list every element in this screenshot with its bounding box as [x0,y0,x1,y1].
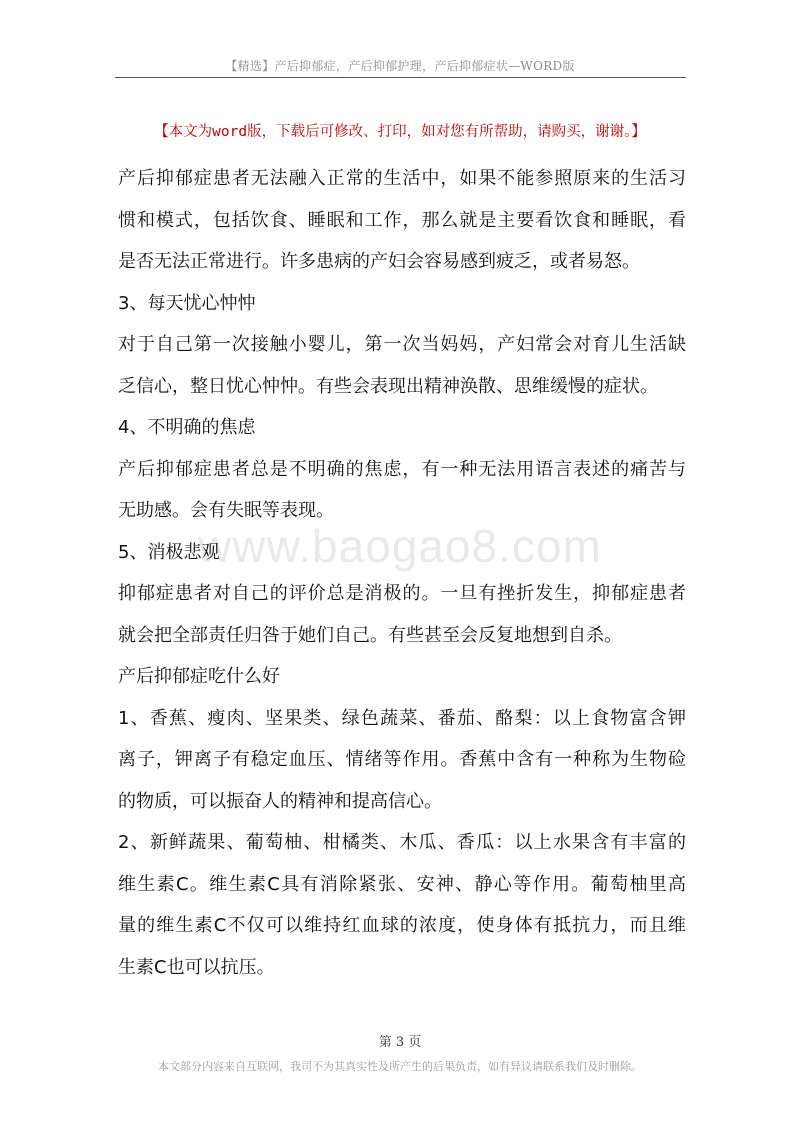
body-line: 对于自己第一次接触小婴儿，第一次当妈妈，产妇常会对育儿生活缺 [118,334,686,355]
body-line: 1、香蕉、瘦肉、坚果类、绿色蔬菜、番茄、酪梨：以上食物富含钾 [118,707,686,729]
page-header: 【精选】产后抑郁症，产后抑郁护理，产后抑郁症状—WORD版 [225,59,575,73]
body-line: 的物质，可以振奋人的精神和提高信心。 [118,790,442,812]
header-divider [115,77,686,78]
download-notice: 【本文为word版，下载后可修改、打印，如对您有所帮助，请购买，谢谢。】 [154,124,646,140]
body-line: 维生素C。维生素C具有消除紧张、安神、静心等作用。葡萄柚里高 [118,873,686,895]
document-body [118,158,686,988]
body-line: 无助感。会有失眠等表现。 [118,500,334,521]
body-line: 抑郁症患者对自己的评价总是消极的。一旦有挫折发生，抑郁症患者 [118,583,686,604]
section-heading: 3、每天忧心忡忡 [118,292,256,314]
body-line: 惯和模式，包括饮食、睡眠和工作，那么就是主要看饮食和睡眠，看 [118,209,686,231]
footer-disclaimer: 本文部分内容来自互联网，我司不为其真实性及所产生的后果负责，如有异议请联系我们及时删除。 [158,1060,642,1073]
body-line: 离子，钾离子有稳定血压、情绪等作用。香蕉中含有一种称为生物硷 [118,749,686,770]
body-line: 产后抑郁症患者总是不明确的焦虑，有一种无法用语言表述的痛苦与 [118,458,686,480]
body-line: 量的维生素C不仅可以维持红血球的浓度，使身体有抵抗力，而且维 [118,915,686,936]
body-line: 就会把全部责任归咎于她们自己。有些甚至会反复地想到自杀。 [118,624,622,646]
body-line: 2、新鲜蔬果、葡萄柚、柑橘类、木瓜、香瓜：以上水果含有丰富的 [118,832,686,853]
section-heading: 5、消极悲观 [118,541,220,563]
body-line: 生素C也可以抗压。 [118,956,275,978]
body-line: 乏信心，整日忧心忡忡。有些会表现出精神涣散、思维缓慢的症状。 [118,375,658,397]
watermark: www.baogao8.com [198,520,602,572]
section-heading: 产后抑郁症吃什么好 [118,666,280,687]
body-line: 是否无法正常进行。许多患病的产妇会容易感到疲乏，或者易怒。 [118,251,640,272]
page-number: 第 3 页 [378,1035,422,1050]
body-line: 产后抑郁症患者无法融入正常的生活中，如果不能参照原来的生活习 [118,168,686,189]
section-heading: 4、不明确的焦虑 [118,417,256,438]
